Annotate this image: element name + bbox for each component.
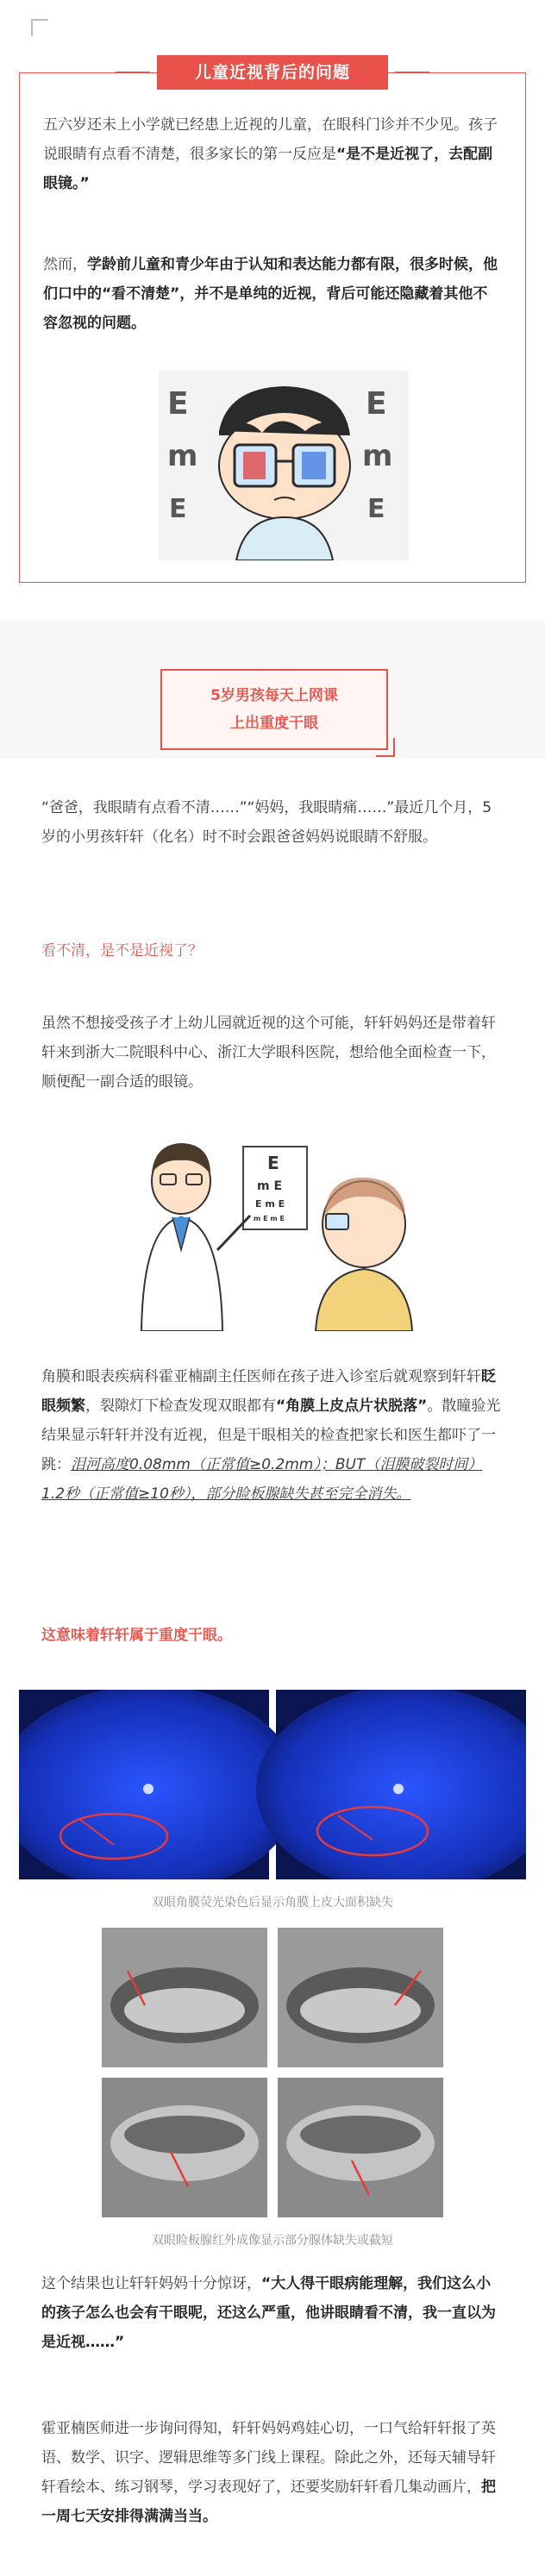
intro-text-1: 五六岁还未上小学就已经患上近视的儿童，在眼科门诊并不少见。孩子说眼睛有点看不清楚，很多家长的第一反应是 — [43, 116, 498, 163]
section-title-corner — [376, 738, 395, 757]
mother-text: 这个结果也让轩轩妈妈十分惊讶， — [41, 2275, 261, 2292]
diagnosis-text-2: ，裂隙灯下检查发现双眼都有 — [85, 1397, 276, 1415]
svg-text:E: E — [267, 1153, 279, 1173]
corner-decoration — [31, 19, 48, 36]
eye-chart-letter: E — [366, 386, 387, 422]
intro-red-text: 学龄前儿童和青少年由于认知和表达能力都有限 — [87, 256, 395, 273]
diagnosis-bold-blinking: 眨眼频繁 — [41, 1368, 496, 1415]
intro-paragraph-1 — [43, 110, 502, 198]
diagnosis-text-1: 角膜和眼表疾病科霍亚楠副主任医师在孩子进入诊室后就观察到轩轩 — [41, 1368, 481, 1385]
meibomian-gland-photos — [102, 1928, 443, 2217]
section-title-line-1: 5岁男孩每天上网课 — [210, 687, 338, 704]
doctor-eye-exam-image — [121, 1121, 428, 1331]
mother-quote-bold: “大人得干眼病能理解，我们这么小的孩子怎么也会有干眼呢，还这么严重，他讲眼睛看不清，我一直以为是近视……” — [41, 2275, 496, 2351]
cartoon-boy-eye-chart-image — [159, 371, 409, 560]
svg-text:m E m E: m E m E — [254, 1215, 285, 1222]
paragraph-online-courses — [41, 2414, 504, 2531]
eye-chart-letter: m — [362, 439, 393, 473]
diagnosis-text-3: 。散瞳验光结果显示轩轩并没有近视，但是干眼相关的检查把家长和医生都吓了一跳： — [41, 1397, 501, 1473]
eye-chart-letter: E — [367, 494, 385, 524]
diagnosis-bold-cornea: “角膜上皮点片状脱落” — [276, 1397, 428, 1415]
eye-chart-letter: E — [169, 494, 187, 524]
section-title — [160, 669, 388, 750]
svg-text:E m E: E m E — [255, 1198, 285, 1210]
eye-chart-letter: m — [167, 439, 198, 473]
section-title-line-2: 上出重度干眼 — [230, 715, 318, 732]
courses-text: 霍亚楠医师进一步询问得知，轩轩妈妈鸡娃心切，一口气给轩轩报了英语、数学、识字、逻辑思维等多门线上课程。除此之外，还每天辅导轩轩看绘本、练习钢琴，学习表现好了，还要奖励轩轩看几集动画片， — [41, 2420, 496, 2496]
intro-paragraph-2 — [43, 250, 502, 338]
conclusion-severe-dry-eye: 这意味着轩轩属于重度干眼。 — [41, 1627, 232, 1644]
question-nearsighted: 看不清，是不是近视了？ — [41, 942, 203, 960]
paragraph-hospital-visit: 虽然不想接受孩子才上幼儿园就近视的这个可能，轩轩妈妈还是带着轩轩来到浙大二院眼科中心、浙江大学眼科医院，想给他全面检查一下，顺便配一副合适的眼镜。 — [41, 1015, 496, 1091]
cornea-fluorescein-photos — [19, 1690, 526, 1879]
intro-bold-1: “是不是近视了，去配副眼镜。” — [43, 146, 493, 192]
paragraph-mother-reaction — [41, 2269, 504, 2357]
intro-text-2-rest: ，很多时候，他们口中的“看不清楚”，并不是单纯的近视，背后可能还隐藏着其他不容忽视的问题。 — [43, 256, 498, 332]
paragraph-diagnosis — [41, 1362, 504, 1509]
caption-fluorescein: 双眼角膜荧光染色后显示角膜上皮大面积缺失 — [152, 1896, 393, 1910]
svg-text:m E: m E — [257, 1179, 283, 1193]
eye-chart-letter: E — [167, 386, 189, 422]
courses-bold: 把一周七天安排得满满当当。 — [41, 2479, 496, 2525]
intro-title: 儿童近视背后的问题 — [157, 55, 388, 90]
caption-meibomian: 双眼睑板腺红外成像显示部分腺体缺失或截短 — [152, 2234, 393, 2248]
intro-text-2-pre: 然而， — [43, 256, 87, 273]
diagnosis-measurements: 泪河高度0.08mm（正常值≥0.2mm）；BUT（泪膜破裂时间）1.2秒（正常值≥10秒），部分睑板腺缺失甚至完全消失。 — [41, 1456, 483, 1503]
paragraph-complaint: “爸爸，我眼睛有点看不清……”“妈妈，我眼睛痛……”最近几个月，5岁的小男孩轩轩（化名）时不时会跟爸爸妈妈说眼睛不舒服。 — [41, 799, 492, 846]
